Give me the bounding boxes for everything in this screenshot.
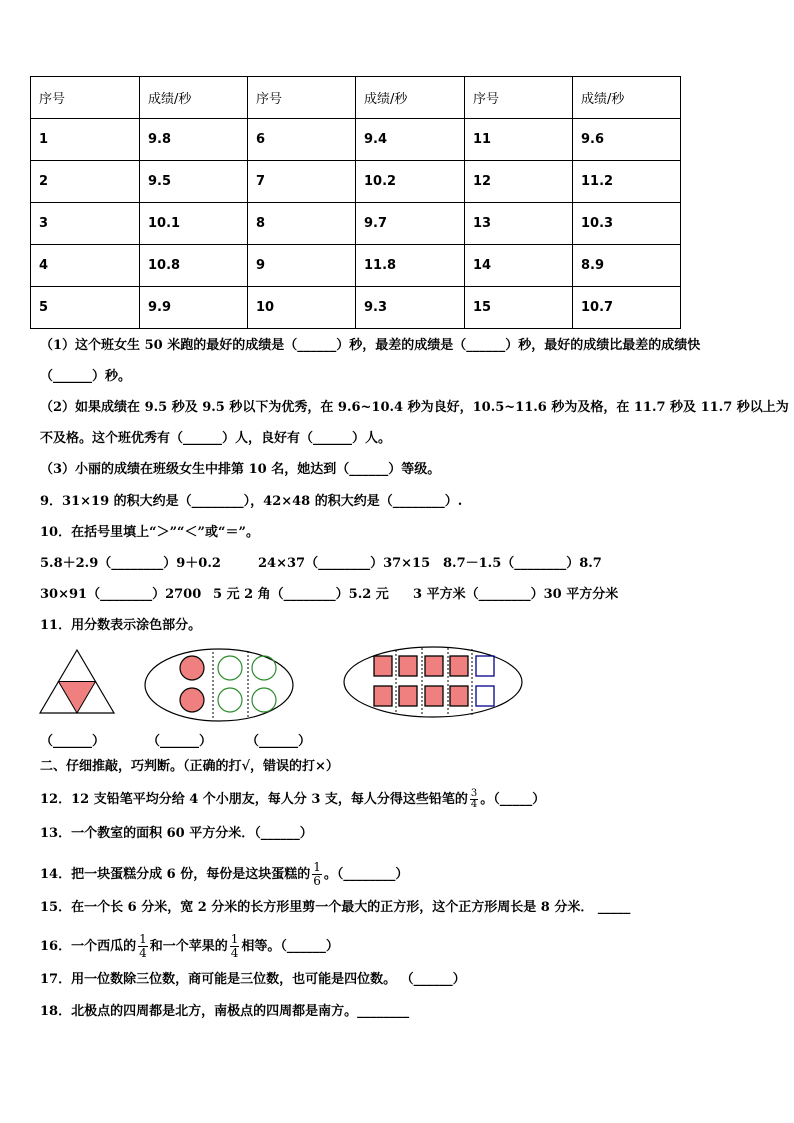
q14-denominator: 6 <box>313 874 321 888</box>
empty-square <box>476 686 494 706</box>
table-cell: 1 <box>31 119 140 161</box>
q11-blank-1: （______） <box>40 734 106 749</box>
table-header-cell: 序号 <box>248 77 356 119</box>
shaded-square <box>425 686 443 706</box>
table-cell: 14 <box>465 245 573 287</box>
table-header-cell: 成绩/秒 <box>573 77 681 119</box>
q16-fraction-2 <box>230 933 240 960</box>
circles-figure <box>143 646 295 724</box>
table-cell: 9.4 <box>356 119 465 161</box>
table-cell: 10.3 <box>573 203 681 245</box>
table-cell: 9.5 <box>140 161 248 203</box>
table-cell: 15 <box>465 287 573 329</box>
table-cell: 10 <box>248 287 356 329</box>
q14-numerator: 1 <box>313 860 321 874</box>
table-header-cell: 成绩/秒 <box>140 77 248 119</box>
table-cell: 12 <box>465 161 573 203</box>
empty-circle <box>218 688 242 712</box>
shaded-triangle <box>59 682 96 714</box>
q10-item-6: 3 平方米（________）30 平方分米 <box>413 587 619 602</box>
q16-fraction-1 <box>138 933 148 960</box>
table-header-cell: 序号 <box>465 77 573 119</box>
q16-numerator-2: 1 <box>230 932 239 946</box>
table-cell: 10.7 <box>573 287 681 329</box>
shaded-square <box>374 686 392 706</box>
table-cell: 9.6 <box>573 119 681 161</box>
table-cell: 9.3 <box>356 287 465 329</box>
q8-part2-line1: （2）如果成绩在 9.5 秒及 9.5 秒以下为优秀，在 9.6~10.4 秒为良好，10.5~11.6 秒为及格，在 11.7 秒及 11.7 秒以上为 <box>40 400 789 415</box>
q10-item-3: 8.7－1.5（________）8.7 <box>443 556 602 571</box>
shaded-square <box>399 656 417 676</box>
q10-item-2: 24×37（________）37×15 <box>258 556 431 571</box>
table-cell: 2 <box>31 161 140 203</box>
q16-denominator-1: 4 <box>139 946 147 960</box>
question-9: 9．31×19 的积大约是（________），42×48 的积大约是（________）. <box>40 494 463 509</box>
table-cell: 11 <box>465 119 573 161</box>
question-10-title: 10．在括号里填上“＞”“＜”或“＝”。 <box>40 525 259 540</box>
shaded-square <box>450 686 468 706</box>
table-cell: 11.2 <box>573 161 681 203</box>
question-12 <box>40 789 545 810</box>
q8-part2-line2: 不及格。这个班优秀有（______）人，良好有（______）人。 <box>40 431 392 446</box>
table-cell: 9.8 <box>140 119 248 161</box>
table-row <box>31 161 681 203</box>
shaded-square <box>374 656 392 676</box>
shaded-square <box>425 656 443 676</box>
table-cell: 3 <box>31 203 140 245</box>
shaded-circle <box>180 688 204 712</box>
table-row <box>31 119 681 161</box>
table-row <box>31 245 681 287</box>
shaded-circle <box>180 656 204 680</box>
question-18: 18．北极点的四周都是北方，南极点的四周都是南方。________ <box>40 1004 410 1019</box>
q14-text-b: 。（________） <box>323 867 409 882</box>
score-table <box>30 76 681 329</box>
table-cell: 10.2 <box>356 161 465 203</box>
q11-blank-2: （______） <box>147 734 213 749</box>
empty-circle <box>252 688 276 712</box>
table-header-cell: 序号 <box>31 77 140 119</box>
q16-text-c: 相等。（______） <box>241 939 339 954</box>
table-header-cell: 成绩/秒 <box>356 77 465 119</box>
table-cell: 5 <box>31 287 140 329</box>
table-row <box>31 287 681 329</box>
squares-group <box>374 656 494 706</box>
table-cell: 11.8 <box>356 245 465 287</box>
q12-text-b: 。（_____） <box>480 792 546 807</box>
table-cell: 4 <box>31 245 140 287</box>
q8-part1-line1: （1）这个班女生 50 米跑的最好的成绩是（______）秒，最差的成绩是（______）秒，最好的成绩比最差的成绩快 <box>40 338 701 353</box>
q8-part3: （3）小丽的成绩在班级女生中排第 10 名，她达到（______）等级。 <box>40 462 441 477</box>
shaded-square <box>399 686 417 706</box>
empty-square <box>476 656 494 676</box>
question-16 <box>40 933 339 960</box>
table-row <box>31 203 681 245</box>
empty-circle <box>218 656 242 680</box>
squares-figure <box>342 644 525 720</box>
q14-text-a: 14．把一块蛋糕分成 6 份，每份是这块蛋糕的 <box>40 867 311 882</box>
question-11-title: 11．用分数表示涂色部分。 <box>40 618 202 633</box>
question-17: 17．用一位数除三位数，商可能是三位数，也可能是四位数。 （______） <box>40 972 466 987</box>
table-cell: 7 <box>248 161 356 203</box>
q10-item-5: 5 元 2 角（________）5.2 元 <box>213 587 389 602</box>
q10-item-4: 30×91（________）2700 <box>40 587 202 602</box>
table-cell: 8.9 <box>573 245 681 287</box>
empty-circle <box>252 656 276 680</box>
section-2-heading: 二、仔细推敲，巧判断。（正确的打√，错误的打×） <box>40 759 339 774</box>
question-13: 13．一个教室的面积 60 平方分米．（______） <box>40 826 313 841</box>
q12-denominator: 4 <box>470 799 478 810</box>
triangle-figure <box>38 648 118 716</box>
circles-group <box>180 656 276 712</box>
q8-part1-line2: （______）秒。 <box>40 369 132 384</box>
table-cell: 9 <box>248 245 356 287</box>
table-cell: 10.8 <box>140 245 248 287</box>
q12-fraction <box>470 789 478 810</box>
question-14 <box>40 861 408 888</box>
table-cell: 6 <box>248 119 356 161</box>
q10-item-1: 5.8＋2.9（________）9＋0.2 <box>40 556 221 571</box>
q16-text-a: 16．一个西瓜的 <box>40 939 137 954</box>
table-cell: 8 <box>248 203 356 245</box>
q16-numerator-1: 1 <box>139 932 147 946</box>
q12-text-a: 12．12 支铅笔平均分给 4 个小朋友，每人分 3 支，每人分得这些铅笔的 <box>40 792 468 807</box>
q16-denominator-2: 4 <box>230 946 239 960</box>
q14-fraction <box>312 861 322 888</box>
shaded-square <box>450 656 468 676</box>
table-cell: 9.7 <box>356 203 465 245</box>
table-cell: 9.9 <box>140 287 248 329</box>
q11-blank-3: （______） <box>246 734 312 749</box>
table-cell: 13 <box>465 203 573 245</box>
q16-text-b: 和一个苹果的 <box>149 939 228 954</box>
table-cell: 10.1 <box>140 203 248 245</box>
question-15: 15．在一个长 6 分米，宽 2 分米的长方形里剪一个最大的正方形，这个正方形周长是 8 分米． _____ <box>40 900 631 915</box>
q12-numerator: 3 <box>470 788 478 799</box>
table-header-row <box>31 77 681 119</box>
